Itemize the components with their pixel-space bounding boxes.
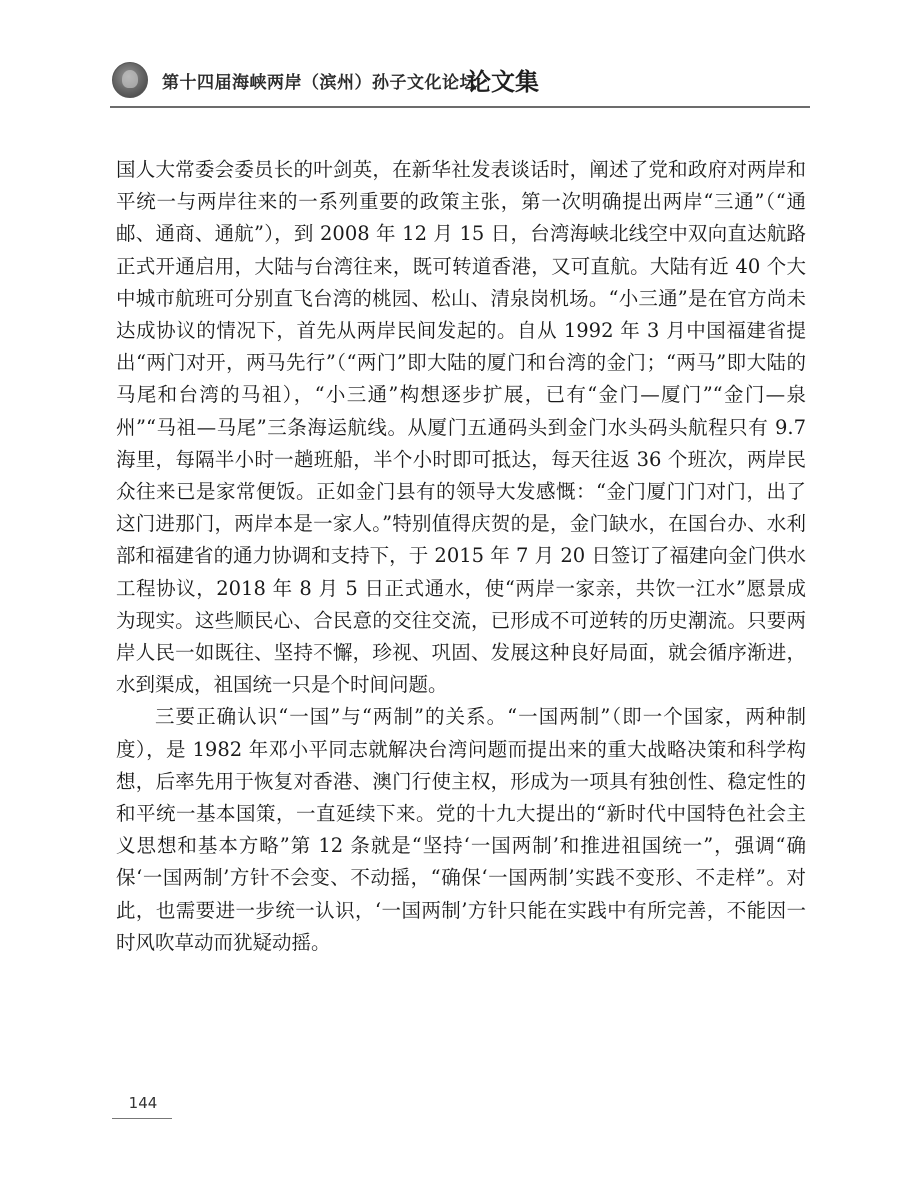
page-number: 144 bbox=[128, 1094, 158, 1112]
header-title: 第十四届海峡两岸（滨州）孙子文化论坛 bbox=[162, 73, 477, 93]
paragraph-2: 三要正确认识“一国”与“两制”的关系。“一国两制”（即一个国家，两种制度），是 1982 年邓小平同志就解决台湾问题而提出来的重大战略决策和科学构想，后率先用于恢复对香港、澳门行使主权，形成为一项具有独创性、稳定性的和平统一基本国策，一直延续下来。党的十九大提出的“新时代中国特色社会主义思想和基本方略”第 12 条就是“坚持‘一国两制’和推进祖国统一”，强调“确保‘一国两制’方针不会变、不动摇，“确保‘一国两制’实践不变形、不走样”。对此，也需要进一步统一认识，‘一国两制’方针只能在实践中有所完善，不能因一时风吹草动而犹疑动摇。 bbox=[116, 705, 806, 954]
header-accent: 论文集 bbox=[467, 68, 539, 96]
page-header bbox=[110, 58, 810, 104]
body-text bbox=[116, 154, 806, 959]
emblem-icon bbox=[112, 62, 148, 98]
paragraph-1: 国人大常委会委员长的叶剑英，在新华社发表谈话时，阐述了党和政府对两岸和平统一与两岸往来的一系列重要的政策主张，第一次明确提出两岸“三通”（“通邮、通商、通航”），到 2008 年 12 月 15 日，台湾海峡北线空中双向直达航路正式开通启用，大陆与台湾往来，既可转道香港，又可直航。大陆有近 40 个大中城市航班可分别直飞台湾的桃园、松山、清泉岗机场。“小三通”是在官方尚未达成协议的情况下，首先从两岸民间发起的。自从 1992 年 3 月中国福建省提出“两门对开，两马先行”（“两门”即大陆的厦门和台湾的金门；“两马”即大陆的马尾和台湾的马祖），“小三通”构想逐步扩展，已有“金门—厦门”“金门—泉州”“马祖—马尾”三条海运航线。从厦门五通码头到金门水头码头航程只有 9.7 海里，每隔半小时一趟班船，半个小时即可抵达，每天往返 36 个班次，两岸民众往来已是家常便饭。正如金门县有的领导大发感慨：“金门厦门门对门，出了这门进那门，两岸本是一家人。”特别值得庆贺的是，金门缺水，在国台办、水利部和福建省的通力协调和支持下，于 2015 年 7 月 20 日签订了福建向金门供水工程协议，2018 年 8 月 5 日正式通水，使“两岸一家亲，共饮一江水”愿景成为现实。这些顺民心、合民意的交往交流，已形成不可逆转的历史潮流。只要两岸人民一如既往、坚持不懈，珍视、巩固、发展这种良好局面，就会循序渐进，水到渠成，祖国统一只是个时间问题。 bbox=[116, 158, 806, 697]
page-number-rule bbox=[112, 1118, 172, 1119]
header-divider bbox=[110, 106, 810, 108]
